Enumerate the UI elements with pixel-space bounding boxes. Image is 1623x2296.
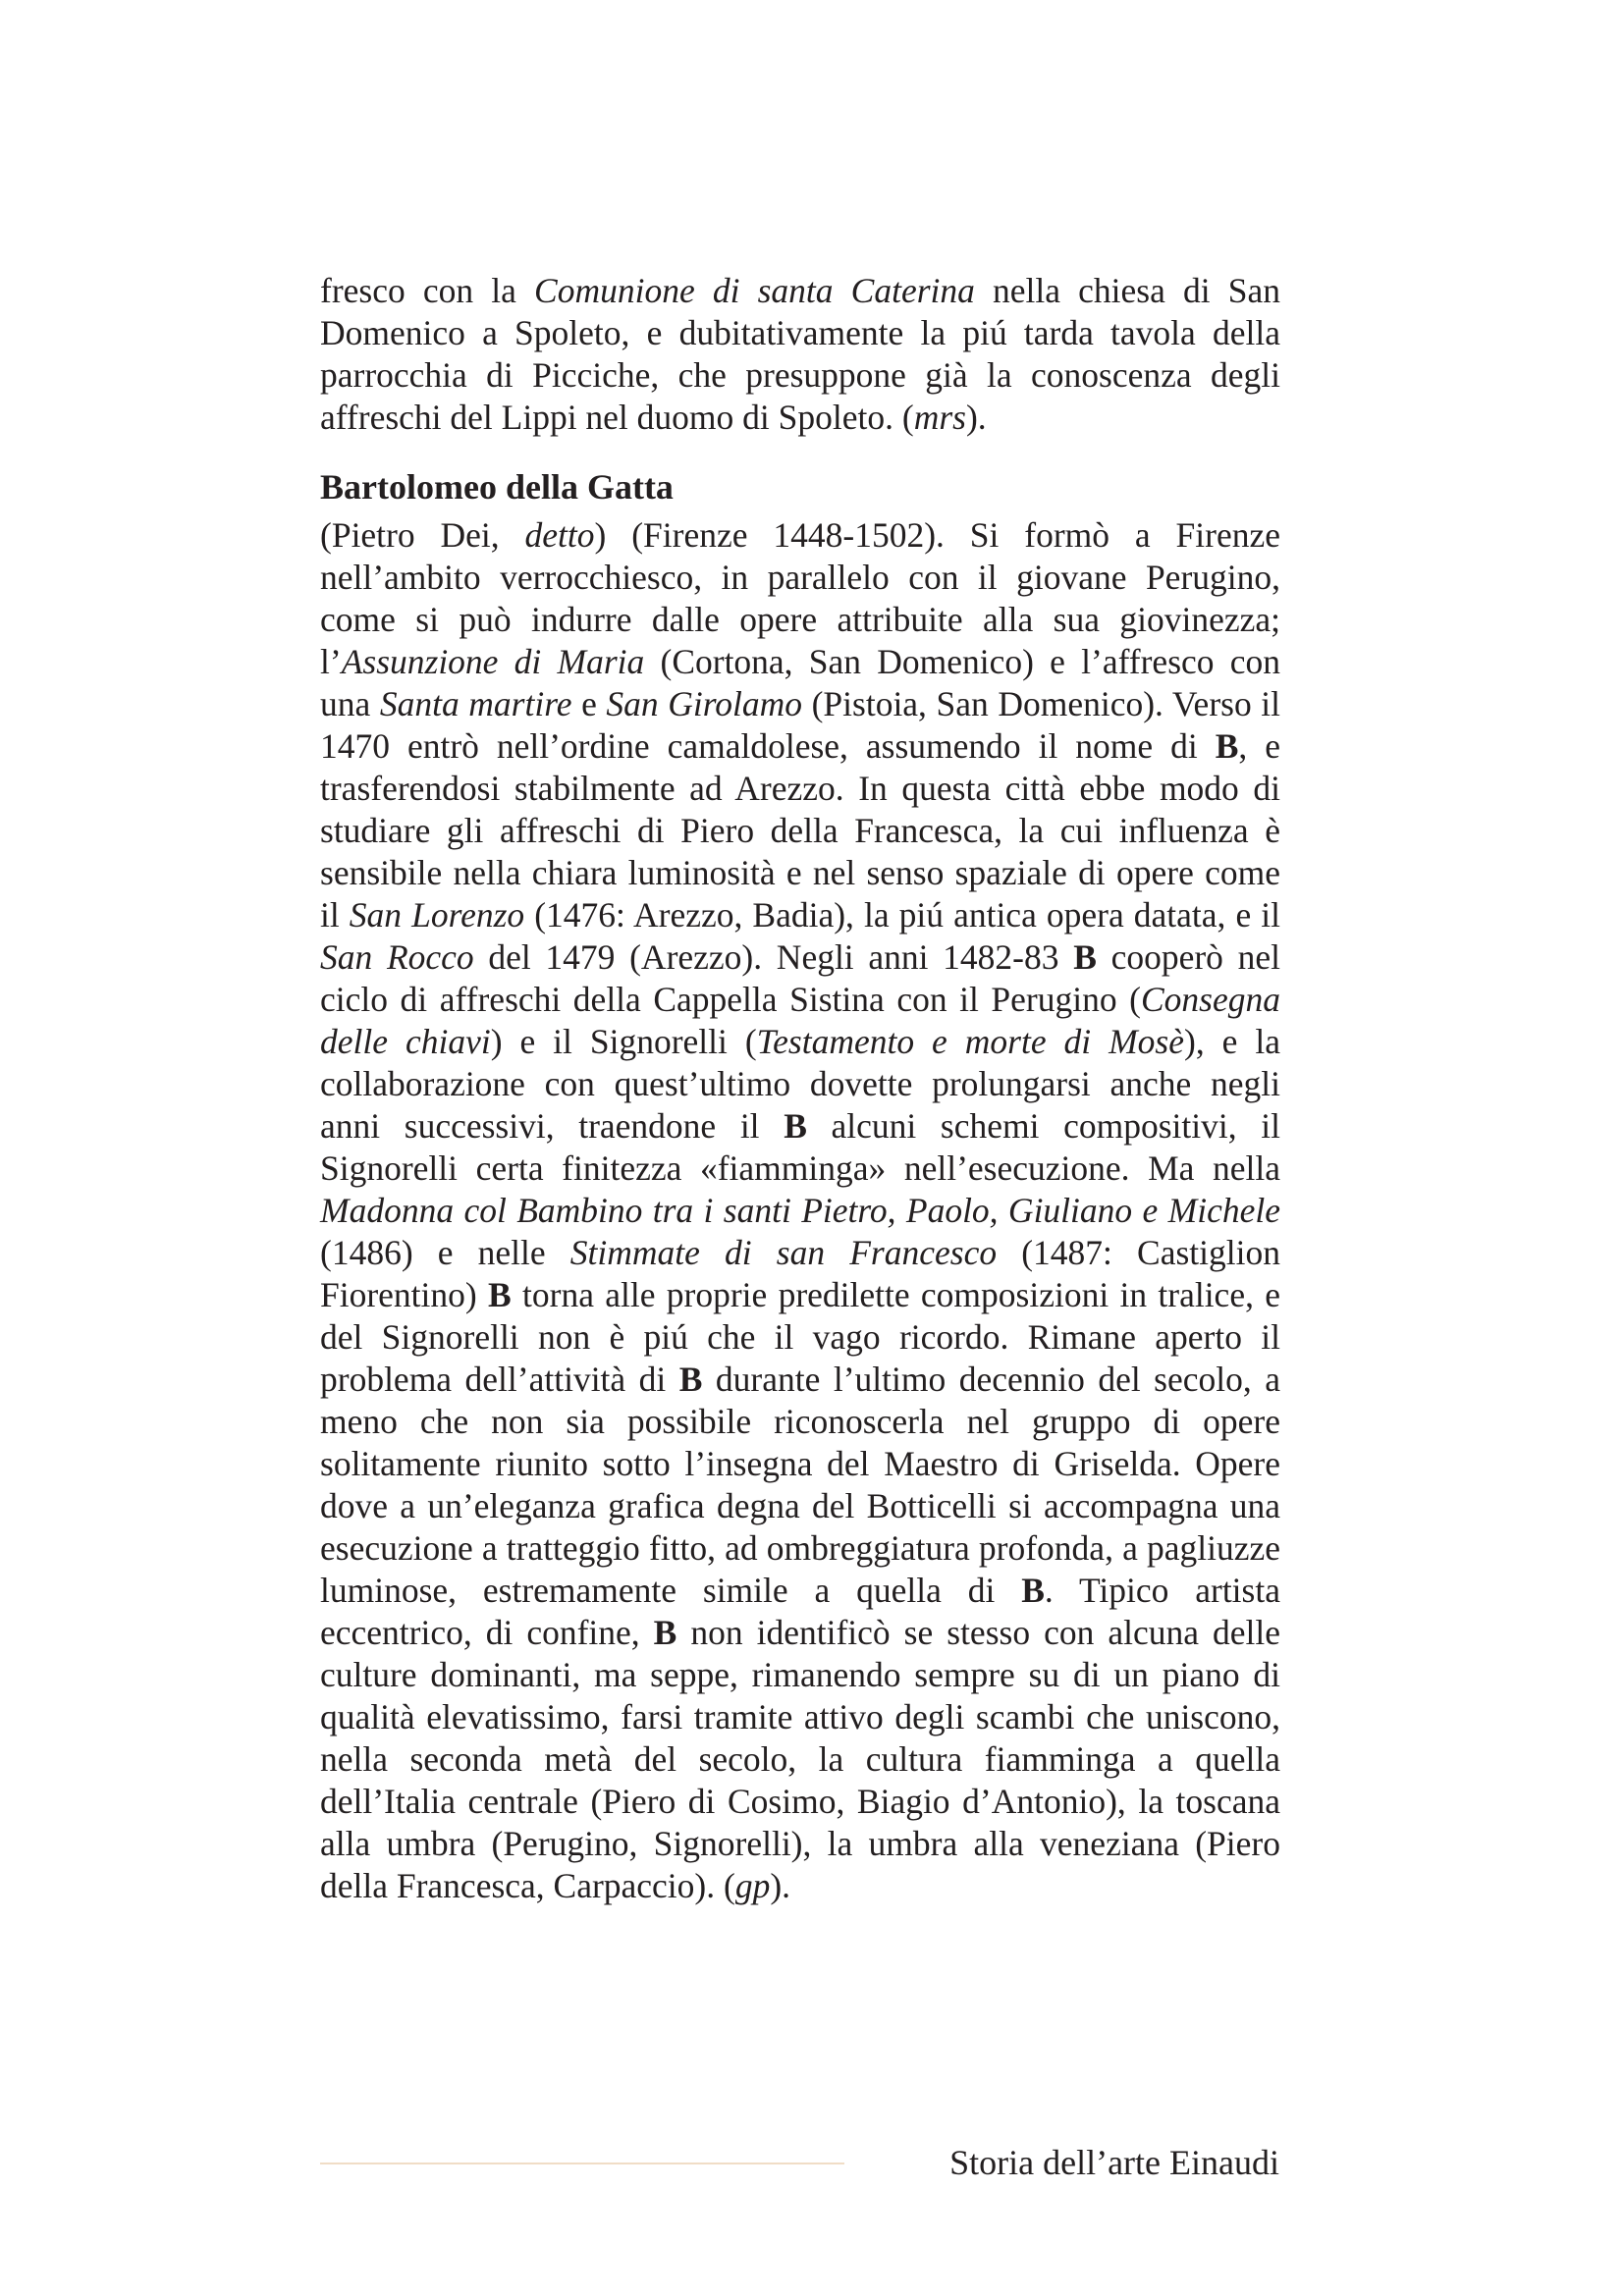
text-run: fresco con la (320, 271, 535, 310)
text-run: , e trasferendosi stabilmente ad Arezzo. In questa città ebbe modo di studiare gli affreschi di Piero della Francesca, la cui influenza è sensibile nella chiara luminosità e nel senso spaziale di opere come il (320, 726, 1280, 934)
artist-abbrev: B (678, 1360, 703, 1399)
text-run: non identificò se stesso con alcuna delle culture dominanti, ma seppe, rimanendo sempre su di un piano di qualità elevatissimo, farsi tramite attivo degli scambi che uniscono, nella seconda metà del secolo, la cultura fiamminga a quella dell’Italia centrale (Piero di Cosimo, Biagio d’Antonio), la toscana alla umbra (Perugino, Signorelli), la umbra alla veneziana (Piero della Francesca, Carpaccio). ( (320, 1613, 1280, 1905)
artist-abbrev: B (1215, 726, 1239, 766)
text-run: e (571, 684, 607, 723)
text-run: durante l’ultimo decennio del secolo, a meno che non sia possibile riconoscerla nel gruppo di opere solitamente riunito sotto l’insegna del Maestro di Griselda. Opere dove a un’eleganza grafica degna del Botticelli si accompagna una esecuzione a tratteggio fitto, ad ombreggiatura profonda, a pagliuzze luminose, estremamente simile a quella di (320, 1360, 1280, 1610)
italic-run: detto (524, 515, 595, 555)
artist-abbrev: B (653, 1613, 677, 1652)
artwork-title: Assunzione di Maria (341, 642, 645, 681)
artist-abbrev: B (1073, 937, 1097, 977)
artist-abbrev: B (1021, 1571, 1045, 1610)
artist-abbrev: B (488, 1275, 512, 1314)
text-run: ), e la collaborazione con quest’ultimo dovette prolungarsi anche negli anni successivi, traendone il (320, 1022, 1281, 1146)
artwork-title: Comunione di santa Caterina (534, 271, 975, 310)
text-run: ) (Firenze 1448-1502). Si formò a Firenze nell’ambito verrocchiesco, in parallelo con il giovane Perugino, come si può indurre dalle opere attribuite alla sua giovinezza; l’ (320, 515, 1280, 681)
artwork-title: Testamento e morte di Mosè (756, 1022, 1185, 1061)
text-run: ). (770, 1866, 791, 1905)
artwork-title: Consegna delle chiavi (320, 980, 1280, 1061)
text-run: nella chiesa di San Domenico a Spoleto, e dubitativamente la piú tarda tavola della parrocchia di Picciche, che presuppone già la conoscenza degli affreschi del Lippi nel duomo di Spoleto. ( (320, 271, 1280, 437)
footer-title: Storia dell’arte Einaudi (949, 2143, 1279, 2182)
footer-rule (320, 2163, 844, 2164)
text-run: cooperò nel ciclo di affreschi della Cappella Sistina con il Perugino ( (320, 937, 1280, 1019)
text-run: (1486) e nelle (320, 1233, 570, 1272)
entry-paragraph (320, 514, 1280, 1907)
artwork-title: Stimmate di san Francesco (569, 1233, 998, 1272)
text-run: (Cortona, San Domenico) e l’affresco con una (320, 642, 1280, 723)
entry-heading: Bartolomeo della Gatta (320, 467, 674, 507)
intro-paragraph (320, 270, 1280, 439)
artwork-title: Madonna col Bambino tra i santi Pietro, Paolo, Giuliano e Michele (320, 1191, 1280, 1230)
artist-abbrev: B (784, 1106, 807, 1146)
artwork-title: San Girolamo (606, 684, 802, 723)
text-run: alcuni schemi compositivi, il Signorelli certa finitezza «fiamminga» nell’esecuzione. Ma nella (320, 1106, 1280, 1188)
text-run: del 1479 (Arezzo). Negli anni 1482-83 (473, 937, 1074, 977)
author-initials: gp (734, 1866, 771, 1905)
text-run: (1487: Castiglion Fiorentino) (320, 1233, 1281, 1314)
text-run: . Tipico artista eccentrico, di confine, (320, 1571, 1280, 1652)
text-run: ). (965, 398, 987, 437)
text-run: ) e il Signorelli ( (490, 1022, 757, 1061)
artwork-title: San Rocco (320, 937, 474, 977)
text-run: (Pietro Dei, (320, 515, 525, 555)
artwork-title: San Lorenzo (349, 895, 525, 934)
body-text (320, 270, 1280, 1907)
text-run: (1476: Arezzo, Badia), la piú antica opera datata, e il (524, 895, 1280, 934)
text-run: (Pistoia, San Domenico). Verso il 1470 entrò nell’ordine camaldolese, assumendo il nome di (320, 684, 1281, 766)
author-initials: mrs (913, 398, 966, 437)
text-run: torna alle proprie predilette composizioni in tralice, e del Signorelli non è piú che il vago ricordo. Rimane aperto il problema dell’attività di (320, 1275, 1280, 1399)
artwork-title: Santa martire (379, 684, 572, 723)
